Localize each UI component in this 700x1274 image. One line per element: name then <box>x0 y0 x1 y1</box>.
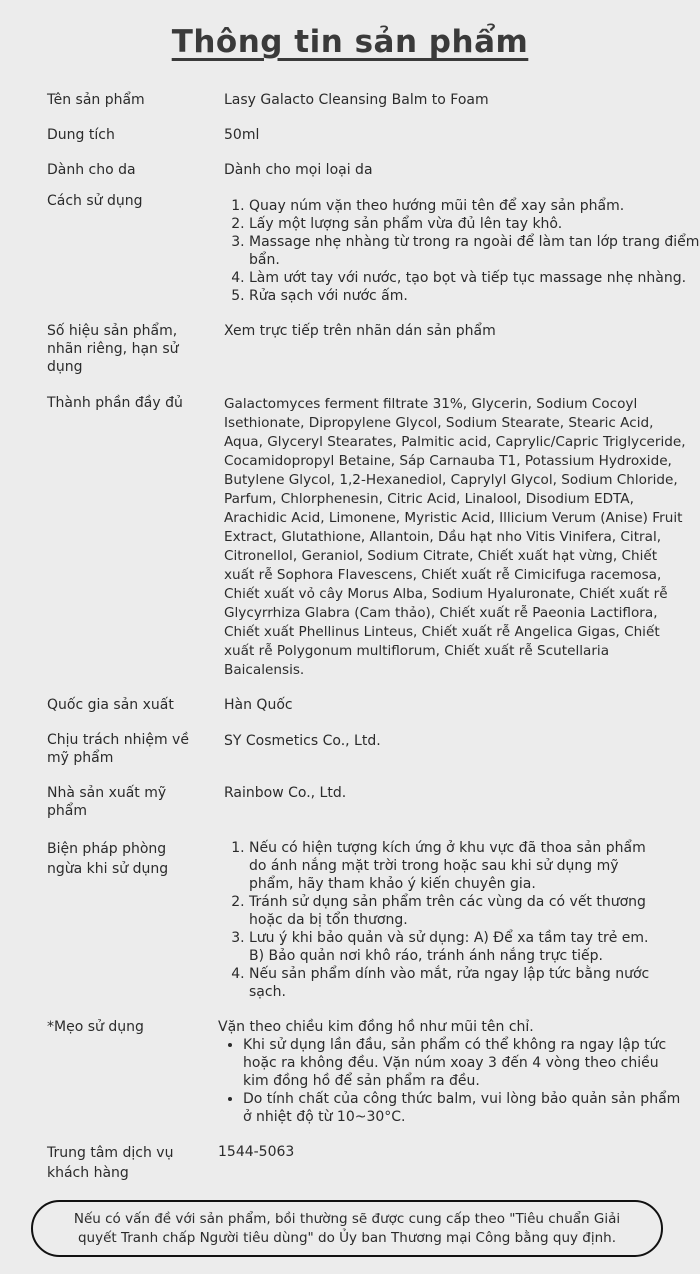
tips-intro: Vặn theo chiều kim đồng hồ như mũi tên chỉ. <box>218 1019 534 1035</box>
precaution-list <box>224 839 664 1001</box>
precaution-step: 4. Nếu sản phẩm dính vào mắt, rửa ngay lập tức bằng nước sạch. <box>249 965 664 1001</box>
usage-step: 4. Làm ướt tay với nước, tạo bọt và tiếp tục massage nhẹ nhàng. <box>249 269 700 287</box>
value-volume: 50ml <box>224 127 260 143</box>
usage-step: 5. Rửa sạch với nước ấm. <box>249 287 700 305</box>
precaution-step: 3. Lưu ý khi bảo quản và sử dụng: A) Để xa tầm tay trẻ em. B) Bảo quản nơi khô ráo, tránh ánh nắng trực tiếp. <box>249 929 664 965</box>
value-manufacturer: Rainbow Co., Ltd. <box>224 785 347 801</box>
usage-step: 3. Massage nhẹ nhàng từ trong ra ngoài để làm tan lớp trang điểm bẩn. <box>249 233 700 269</box>
label-volume: Dung tích <box>47 127 115 143</box>
label-country: Quốc gia sản xuất <box>47 697 174 713</box>
value-customer-service: 1544-5063 <box>218 1144 295 1160</box>
precaution-step: 1. Nếu có hiện tượng kích ứng ở khu vực đã thoa sản phẩm do ánh nắng mặt trời trong hoặc sau khi sử dụng mỹ phẩm, hãy tham khảo ý kiến chuyên gia. <box>249 839 664 893</box>
label-usage: Cách sử dụng <box>47 193 143 209</box>
value-product-name: Lasy Galacto Cleansing Balm to Foam <box>224 92 489 108</box>
label-manufacturer: Nhà sản xuất mỹ phẩm <box>47 785 167 819</box>
label-tips: *Mẹo sử dụng <box>47 1019 144 1035</box>
usage-step: 1. Quay núm vặn theo hướng mũi tên để xay sản phẩm. <box>249 197 700 215</box>
value-country: Hàn Quốc <box>224 697 293 713</box>
compensation-notice-text: Nếu có vấn đề với sản phẩm, bồi thường sẽ được cung cấp theo "Tiêu chuẩn Giải quyết Tranh chấp Người tiêu dùng" do Ủy ban Thương mại Công bằng quy định. <box>73 1210 621 1246</box>
label-product-name: Tên sản phẩm <box>47 92 145 108</box>
tips-list <box>218 1036 688 1126</box>
tips-item: • Khi sử dụng lần đầu, sản phẩm có thể không ra ngay lập tức hoặc ra không đều. Vặn núm xoay 3 đến 4 vòng theo chiều kim đồng hồ để sản phẩm ra đều. <box>243 1036 688 1090</box>
usage-step: 2. Lấy một lượng sản phẩm vừa đủ lên tay khô. <box>249 215 700 233</box>
compensation-notice <box>31 1200 663 1257</box>
tips-item: • Do tính chất của công thức balm, vui lòng bảo quản sản phẩm ở nhiệt độ từ 10~30°C. <box>243 1090 688 1126</box>
label-responsible: Chịu trách nhiệm về mỹ phẩm <box>47 732 189 766</box>
precaution-step: 2. Tránh sử dụng sản phẩm trên các vùng da có vết thương hoặc da bị tổn thương. <box>249 893 664 929</box>
precaution-steps <box>224 839 664 1001</box>
value-skin-type: Dành cho mọi loại da <box>224 162 373 178</box>
usage-steps <box>224 197 700 305</box>
value-ingredients: Galactomyces ferment filtrate 31%, Glycerin, Sodium Cocoyl Isethionate, Dipropylene Glycol, Sodium Stearate, Stearic Acid, Aqua, Glyceryl Stearates, Palmitic acid, Caprylic/Capric Triglyceride, Cocamidopropyl Betaine, Sáp Carnauba T1, Potassium Hydroxide, Butylene Glycol, 1,2-Hexanediol, Caprylyl Glycol, Sodium Chloride, Parfum, Chlorphenesin, Citric Acid, Linalool, Disodium EDTA, Arachidic Acid, Limonene, Myristic Acid, Illicium Verum (Anise) Fruit Extract, Glutathione, Allantoin, Dầu hạt nho Vitis Vinifera, Citral, Citronellol, Geraniol, Sodium Citrate, Chiết xuất hạt vừng, Chiết xuất rễ Sophora Flavescens, Chiết xuất rễ Cimicifuga racemosa, Chiết xuất vỏ cây Morus Alba, Sodium Hyaluronate, Chiết xuất rễ Glycyrrhiza Glabra (Cam thảo), Chiết xuất rễ Paeonia Lactiflora, Chiết xuất Phellinus Linteus, Chiết xuất rễ Angelica Gigas, Chiết xuất rễ Polygonum multiflorum, Chiết xuất rễ Scutellaria Baicalensis. <box>224 396 686 678</box>
label-customer-service: Trung tâm dịch vụ khách hàng <box>47 1145 174 1181</box>
label-lot-expiry: Số hiệu sản phẩm, nhãn riêng, hạn sử dụng <box>47 323 179 375</box>
page-title: Thông tin sản phẩm <box>171 24 529 60</box>
label-precautions: Biện pháp phòng ngừa khi sử dụng <box>47 841 169 877</box>
usage-list <box>224 197 700 305</box>
value-responsible: SY Cosmetics Co., Ltd. <box>224 733 381 749</box>
label-skin-type: Dành cho da <box>47 162 136 178</box>
label-ingredients: Thành phần đầy đủ <box>47 395 183 411</box>
value-lot-expiry: Xem trực tiếp trên nhãn dán sản phẩm <box>224 323 496 339</box>
tips-block <box>218 1018 688 1126</box>
